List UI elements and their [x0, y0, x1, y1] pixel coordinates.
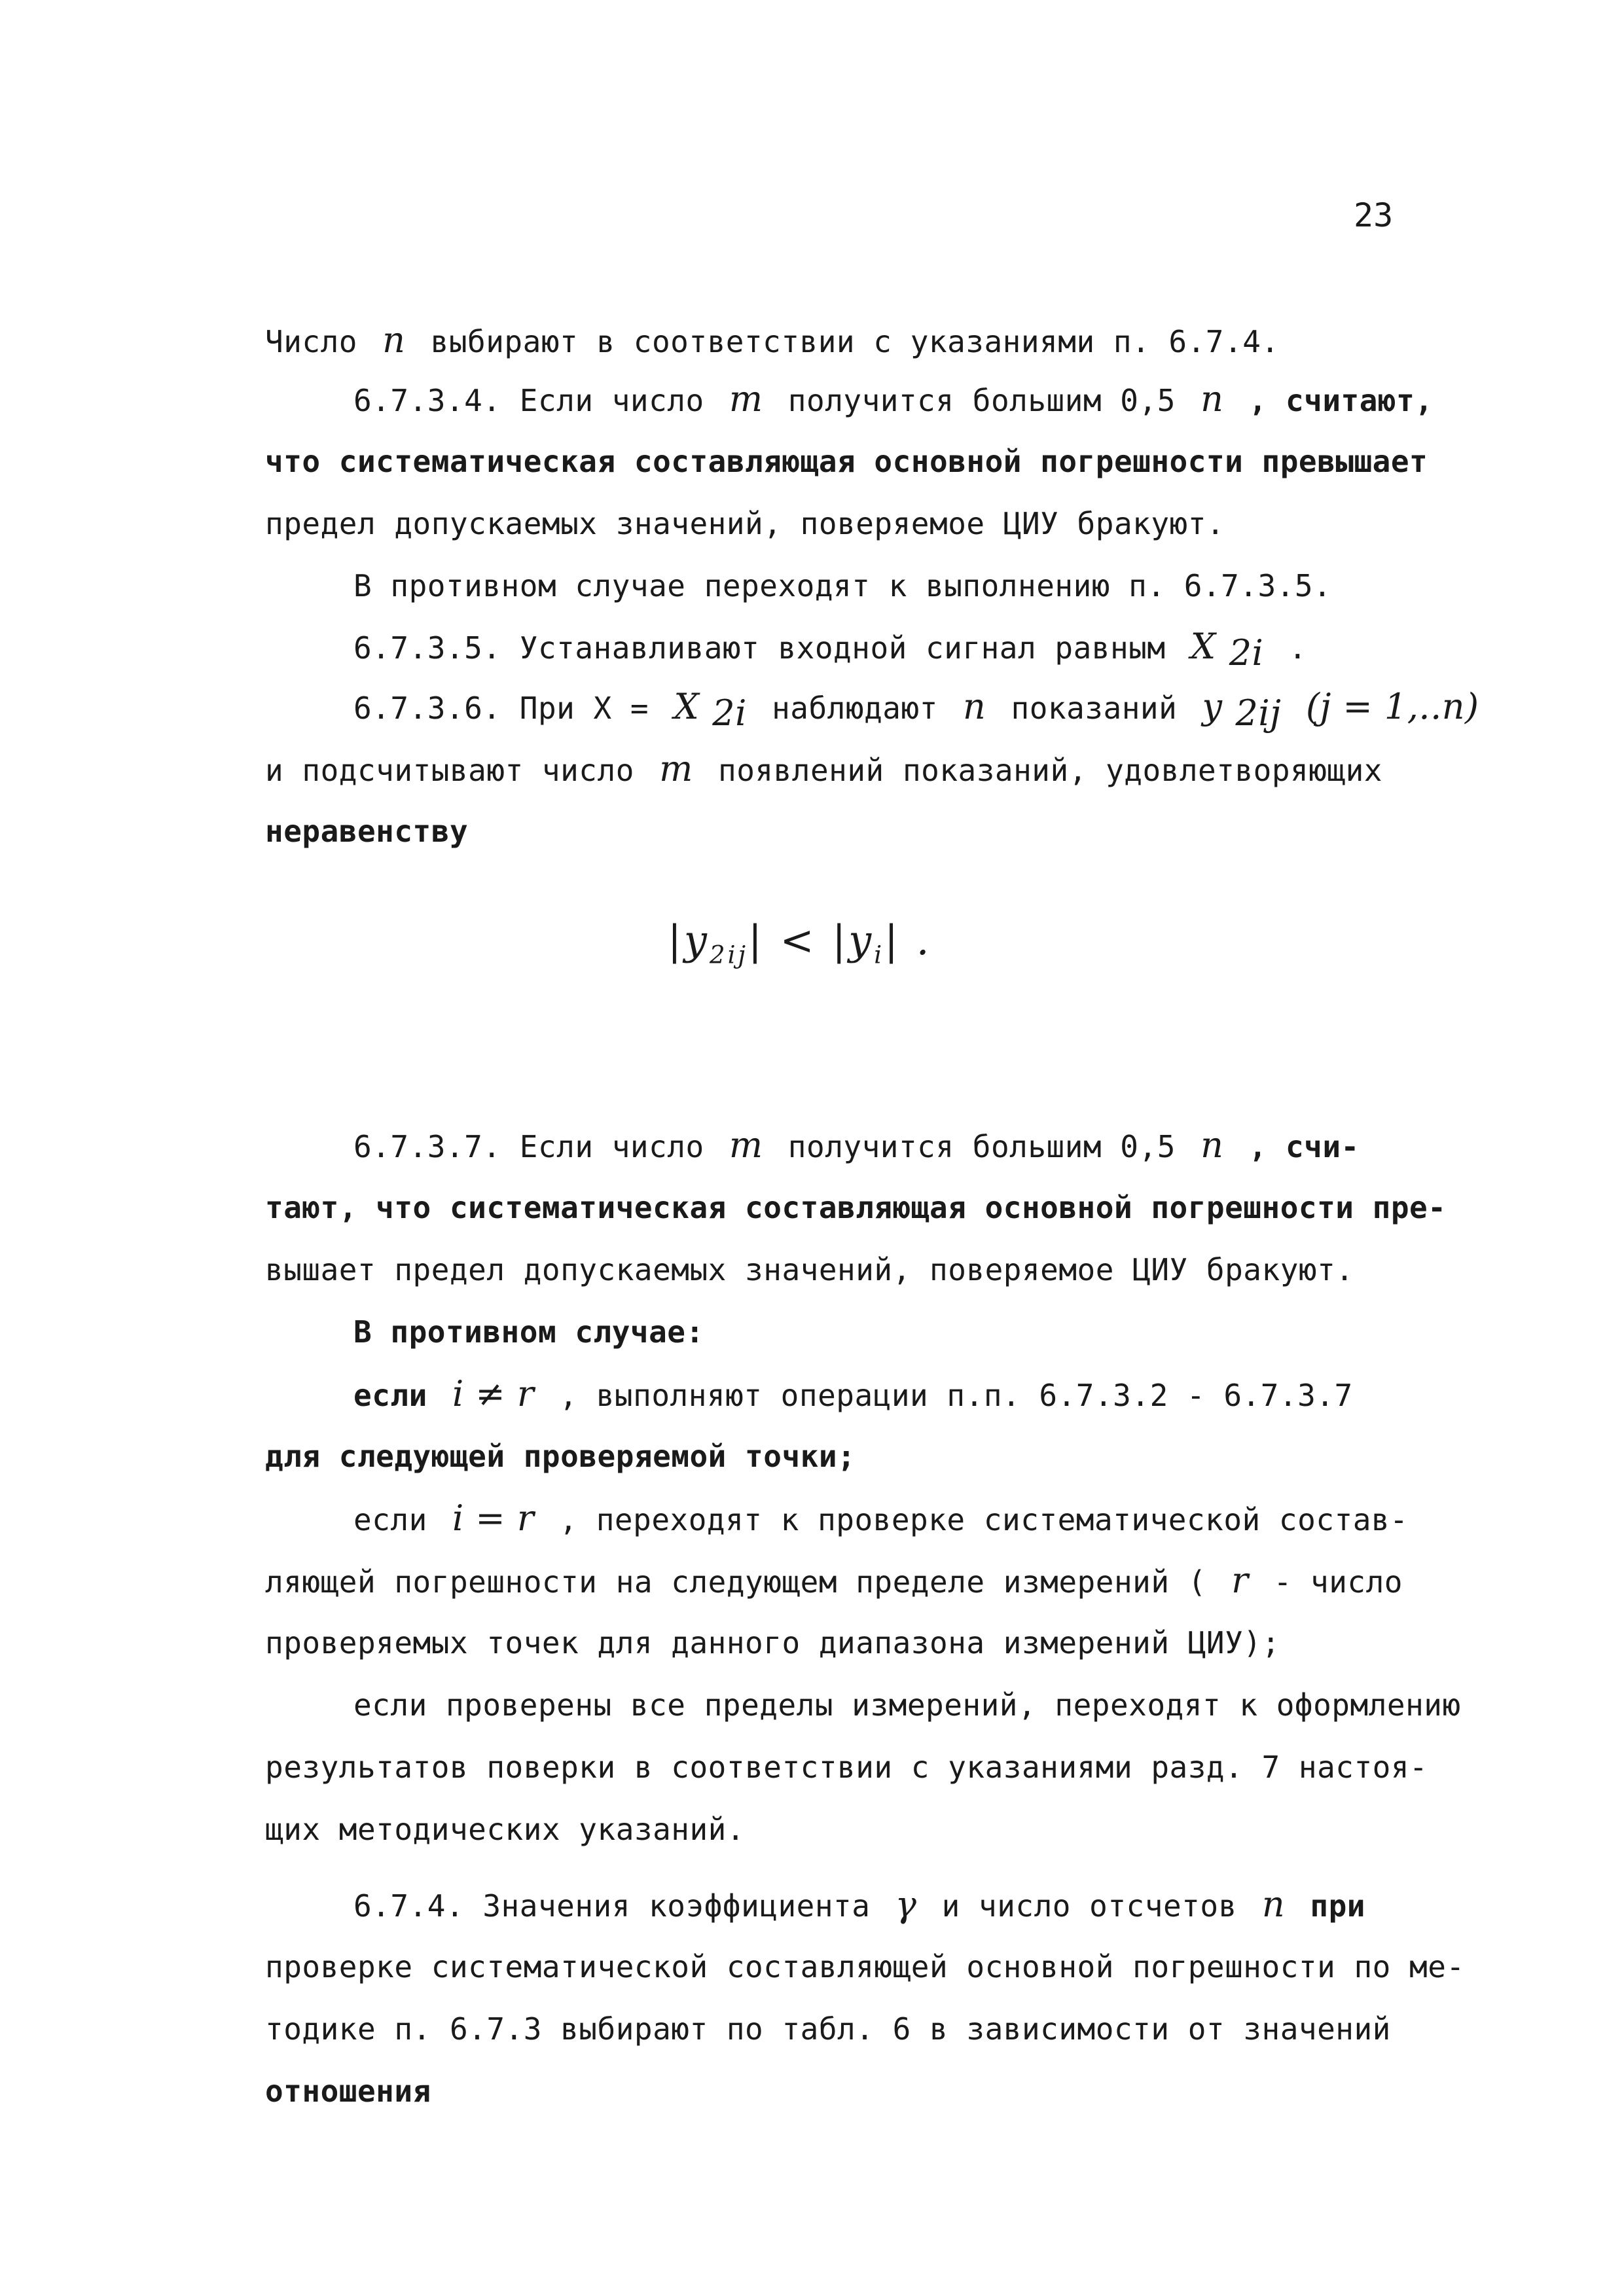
line-3: что систематическая составляющая основной погрешности превышает	[265, 444, 1428, 479]
line-8: и подсчитывают число m появлений показаний, удовлетворяющих	[265, 748, 1383, 789]
line-9: неравенству	[265, 814, 469, 849]
clause-6-7-4: 6.7.4. Значения коэффициента γ и число отсчетов n при	[353, 1884, 1365, 1925]
line-14: если i ≠ r , выполняют операции п.п. 6.7.3.2 - 6.7.3.7	[353, 1373, 1353, 1414]
line-19: если проверены все пределы измерений, переходят к оформлению	[353, 1687, 1461, 1723]
line-13: В противном случае:	[353, 1314, 704, 1350]
line-11: тают, что систематическая составляющая основной погрешности пре-	[265, 1190, 1447, 1225]
clause-6-7-3-7: 6.7.3.7. Если число m получится большим 0,5 n , счи-	[353, 1124, 1360, 1166]
clause-6-7-3-6: 6.7.3.6. При X = X $_{2i}$ наблюдают n показаний y $_{2ij}$ (j = 1,..n)	[353, 686, 1479, 734]
var-n: n	[1200, 1124, 1224, 1166]
line-25: отношения	[265, 2073, 431, 2109]
inequality-formula: $|y_{2ij}| < |y_i|$ .	[668, 916, 932, 969]
line-21: щих методических указаний.	[265, 1812, 746, 1847]
line-16: если i = r , переходят к проверке систематической состав-	[353, 1498, 1409, 1539]
line-17: ляющей погрешности на следующем пределе измерений ( r - число	[265, 1560, 1403, 1601]
var-gamma: γ	[895, 1884, 917, 1925]
clause-6-7-3-4: 6.7.3.4. Если число m получится большим 0,5 n , считают,	[353, 378, 1434, 420]
var-n: n	[1200, 378, 1224, 420]
line-12: вышает предел допускаемых значений, поверяемое ЦИУ бракуют.	[265, 1252, 1354, 1287]
line-5: В противном случае переходят к выполнению п. 6.7.3.5.	[353, 568, 1332, 603]
line-18: проверяемых точек для данного диапазона измерений ЦИУ);	[265, 1625, 1280, 1660]
line-4: предел допускаемых значений, поверяемое ЦИУ бракуют.	[265, 506, 1225, 541]
line-20: результатов поверки в соответствии с указаниями разд. 7 настоя-	[265, 1749, 1428, 1785]
var-r: r	[1231, 1560, 1249, 1601]
var-n: n	[1261, 1884, 1286, 1925]
line-23: проверке систематической составляющей основной погрешности по ме-	[265, 1949, 1465, 1984]
var-m: m	[729, 378, 763, 420]
clause-6-7-3-5: 6.7.3.5. Устанавливают входной сигнал равным X $_{2i}$ .	[353, 626, 1307, 674]
var-m: m	[729, 1124, 763, 1166]
line-24: тодике п. 6.7.3 выбирают по табл. 6 в зависимости от значений	[265, 2011, 1391, 2047]
line-1: Число n выбирают в соответствии с указаниями п. 6.7.4.	[265, 319, 1280, 361]
page-number: 23	[1354, 196, 1394, 234]
line-15: для следующей проверяемой точки;	[265, 1439, 856, 1474]
var-n: n	[382, 319, 406, 361]
var-n: n	[963, 686, 986, 727]
var-m: m	[659, 748, 693, 789]
